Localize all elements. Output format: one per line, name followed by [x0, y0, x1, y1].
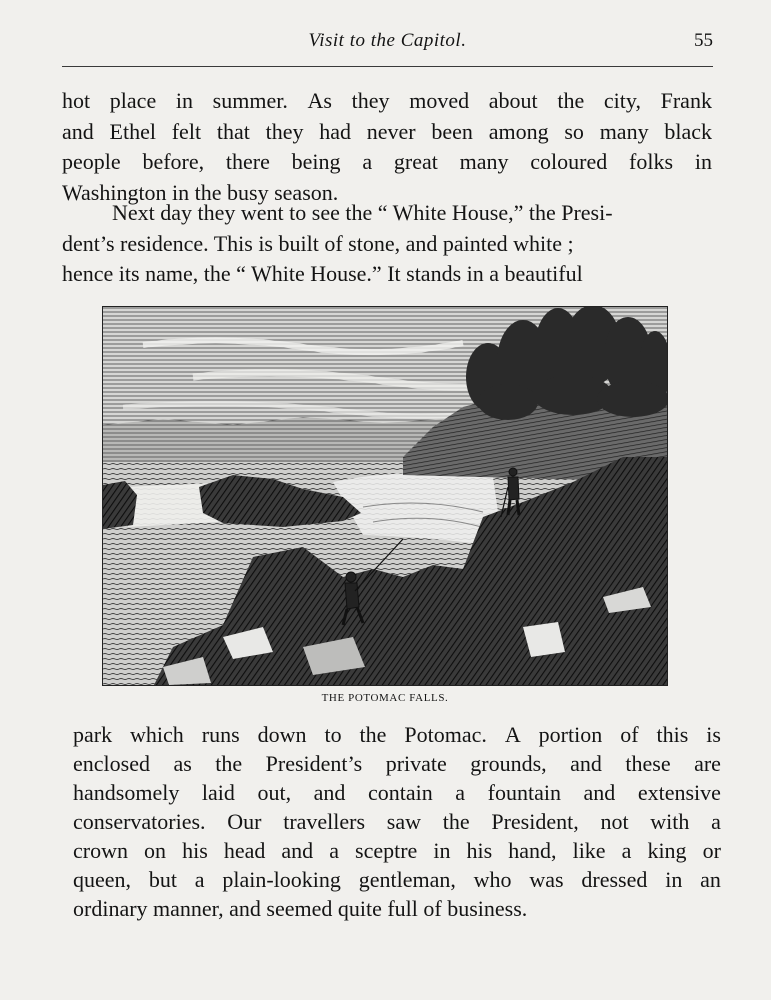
word: As — [307, 88, 332, 113]
text-line — [73, 865, 721, 894]
word: his — [182, 838, 208, 863]
word: is — [706, 722, 721, 747]
word: gentleman, — [358, 867, 456, 892]
word: so — [564, 118, 584, 144]
word: Frank — [660, 88, 712, 113]
text-line — [62, 86, 712, 117]
word: of — [620, 722, 639, 747]
word: a — [711, 809, 721, 834]
word: moved — [409, 88, 470, 113]
word: in — [175, 88, 193, 113]
word: an — [700, 867, 721, 892]
word: was — [529, 867, 564, 892]
word: they — [351, 88, 390, 113]
word: never — [366, 118, 416, 144]
word: there — [225, 149, 270, 174]
word: and — [570, 751, 602, 776]
word: people — [62, 149, 121, 174]
word: in — [694, 149, 712, 174]
word: contain — [367, 780, 433, 805]
word: are — [694, 751, 721, 776]
potomac-falls-engraving — [102, 306, 668, 686]
word: folks — [629, 149, 674, 174]
text-line — [73, 778, 721, 807]
word: great — [393, 149, 438, 174]
word: black — [664, 118, 712, 144]
running-title: Visit to the Capitol. — [308, 30, 467, 51]
word: about — [488, 88, 538, 113]
word: the — [359, 722, 387, 747]
paragraph-3 — [73, 720, 721, 923]
word: enclosed — [73, 751, 150, 776]
word: private — [385, 751, 447, 776]
text-line: Next day they went to see the “ White House,” the Presi- — [112, 200, 613, 225]
word: travellers — [283, 809, 366, 834]
text-line — [73, 807, 721, 836]
text-line — [73, 836, 721, 865]
word: President’s — [265, 751, 363, 776]
word: out, — [257, 780, 292, 805]
word: place — [109, 88, 157, 113]
word: conservatories. — [73, 809, 206, 834]
word: that — [216, 118, 250, 144]
word: portion — [538, 722, 603, 747]
word: this — [656, 722, 689, 747]
word: queen, — [73, 867, 132, 892]
text-line — [62, 117, 712, 148]
running-head — [62, 30, 713, 60]
word: like — [572, 838, 606, 863]
paragraph-2 — [62, 198, 712, 290]
word: and — [62, 118, 94, 144]
word: a — [621, 838, 632, 863]
word: grounds, — [470, 751, 547, 776]
word: laid — [201, 780, 235, 805]
word: hand, — [508, 838, 557, 863]
word: the — [557, 88, 585, 113]
word: Ethel — [109, 118, 156, 144]
header-rule — [62, 66, 713, 67]
word: among — [488, 118, 549, 144]
word: before, — [142, 149, 205, 174]
text-line: Washington in the busy season. — [62, 179, 339, 205]
word: being — [291, 149, 341, 174]
word: not — [600, 809, 629, 834]
word: park — [73, 722, 113, 747]
word: sceptre — [355, 838, 418, 863]
word: crown — [73, 838, 128, 863]
word: as — [173, 751, 192, 776]
word: on — [144, 838, 167, 863]
text-line — [73, 720, 721, 749]
word: summer. — [212, 88, 288, 113]
word: extensive — [637, 780, 721, 805]
word: a — [329, 838, 339, 863]
text-line — [73, 749, 721, 778]
word: but — [148, 867, 177, 892]
word: down — [257, 722, 307, 747]
word: head — [223, 838, 266, 863]
text-line: hence its name, the “ White House.” It stands in a beautiful — [62, 261, 583, 286]
word: fountain — [487, 780, 561, 805]
word: his — [466, 838, 493, 863]
word: hot — [62, 88, 91, 113]
word: handsomely — [73, 780, 180, 805]
word: felt — [171, 118, 202, 144]
paragraph-1 — [62, 86, 712, 208]
word: and — [313, 780, 346, 805]
word: A — [504, 722, 521, 747]
word: in — [665, 867, 683, 892]
word: saw — [386, 809, 422, 834]
page-number: 55 — [694, 30, 713, 51]
word: these — [625, 751, 671, 776]
word: who — [473, 867, 512, 892]
word: a — [362, 149, 373, 174]
word: had — [319, 118, 352, 144]
word: and — [281, 838, 314, 863]
figure-caption: THE POTOMAC FALLS. — [321, 692, 449, 704]
word: Our — [227, 809, 262, 834]
word: or — [702, 838, 721, 863]
word: to — [324, 722, 342, 747]
word: many — [459, 149, 509, 174]
word: which — [130, 722, 184, 747]
word: been — [431, 118, 473, 144]
word: in — [433, 838, 451, 863]
word: President, — [491, 809, 579, 834]
word: king — [647, 838, 687, 863]
word: the — [442, 809, 470, 834]
word: a — [194, 867, 205, 892]
word: city, — [603, 88, 641, 113]
word: coloured — [530, 149, 608, 174]
word: a — [455, 780, 466, 805]
word: with — [650, 809, 690, 834]
text-line: ordinary manner, and seemed quite full of business. — [73, 896, 528, 921]
text-line — [62, 147, 712, 178]
text-line: dent’s residence. This is built of stone, and painted white ; — [62, 230, 574, 256]
word: dressed — [581, 867, 648, 892]
word: Potomac. — [404, 722, 487, 747]
word: plain-looking — [222, 867, 341, 892]
word: many — [599, 118, 649, 144]
word: and — [583, 780, 616, 805]
word: they — [265, 118, 304, 144]
word: runs — [201, 722, 240, 747]
word: the — [215, 751, 243, 776]
